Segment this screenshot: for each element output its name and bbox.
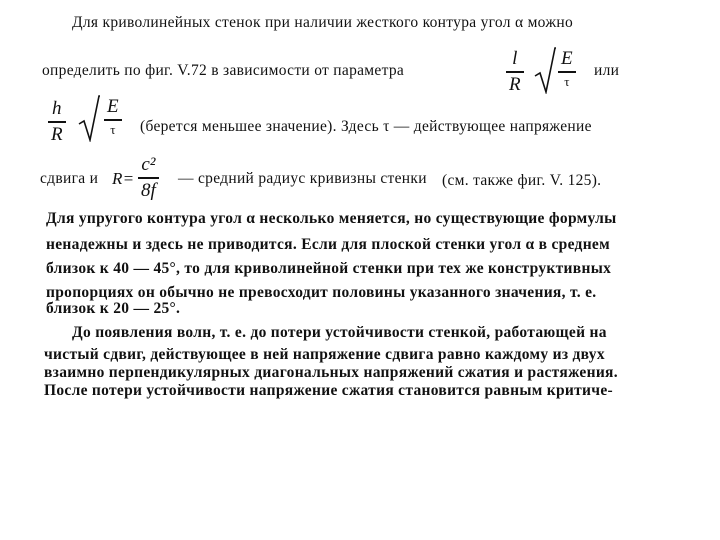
- radius-symbol: R=: [112, 169, 135, 188]
- text-line-p2-5: близок к 20 — 25°.: [46, 300, 181, 317]
- fraction-numerator: E: [561, 48, 573, 69]
- fraction-h-over-r: [48, 98, 66, 146]
- text-line-p2-2: ненадежны и здесь не приводится. Если для плоской стенки угол α в среднем: [46, 236, 610, 253]
- text-line-4a: сдвига и: [40, 170, 99, 187]
- fraction-numerator: c²: [141, 154, 156, 175]
- fraction-bar: [138, 177, 159, 179]
- fraction-bar: [558, 71, 576, 73]
- fraction-e-over-tau-2: [104, 96, 122, 138]
- fraction-c2-over-8f: [138, 154, 159, 202]
- fraction-denominator: τ: [110, 121, 116, 137]
- radical-sign: [534, 46, 556, 94]
- fraction-denominator: R: [509, 73, 521, 95]
- fraction-bar: [506, 71, 524, 73]
- text-line-3: (берется меньшее значение). Здесь τ — действующее напряжение: [140, 118, 592, 135]
- text-line-p2-4: пропорциях он обычно не превосходит половины указанного значения, т. е.: [46, 284, 597, 301]
- text-line-4c: — средний радиус кривизны стенки: [178, 170, 427, 187]
- fraction-bar: [48, 121, 66, 123]
- fraction-l-over-r: [506, 48, 524, 96]
- text-line-2a: определить по фиг. V.72 в зависимости от параметра: [42, 62, 405, 79]
- text-line-p3-3: взаимно перпендикулярных диагональных напряжений сжатия и растяжения.: [44, 364, 618, 381]
- text-line-p2-3: близок к 40 — 45°, то для криволинейной стенки при тех же конструктивных: [46, 260, 612, 277]
- fraction-denominator: τ: [564, 73, 570, 89]
- fraction-bar: [104, 119, 122, 121]
- fraction-denominator: 8f: [141, 179, 156, 201]
- text-line-p2-1: Для упругого контура угол α несколько меняется, но существующие формулы: [46, 210, 617, 227]
- fraction-e-over-tau: [558, 48, 576, 90]
- text-line-p3-1: До появления волн, т. е. до потери устойчивости стенкой, работающей на: [72, 324, 607, 341]
- fraction-numerator: h: [52, 98, 62, 119]
- fraction-denominator: R: [51, 123, 63, 145]
- text-line-p3-4: После потери устойчивости напряжение сжатия становится равным критиче-: [44, 382, 613, 399]
- text-line-p3-2: чистый сдвиг, действующее в ней напряжение сдвига равно каждому из двух: [44, 346, 605, 363]
- radical-sign: [78, 94, 100, 142]
- fraction-numerator: l: [512, 48, 518, 69]
- fraction-numerator: E: [107, 96, 119, 117]
- text-line-1: Для криволинейных стенок при наличии жесткого контура угол α можно: [72, 14, 574, 31]
- text-line-2b: или: [594, 62, 620, 79]
- text-line-4d: (см. также фиг. V. 125).: [442, 172, 602, 189]
